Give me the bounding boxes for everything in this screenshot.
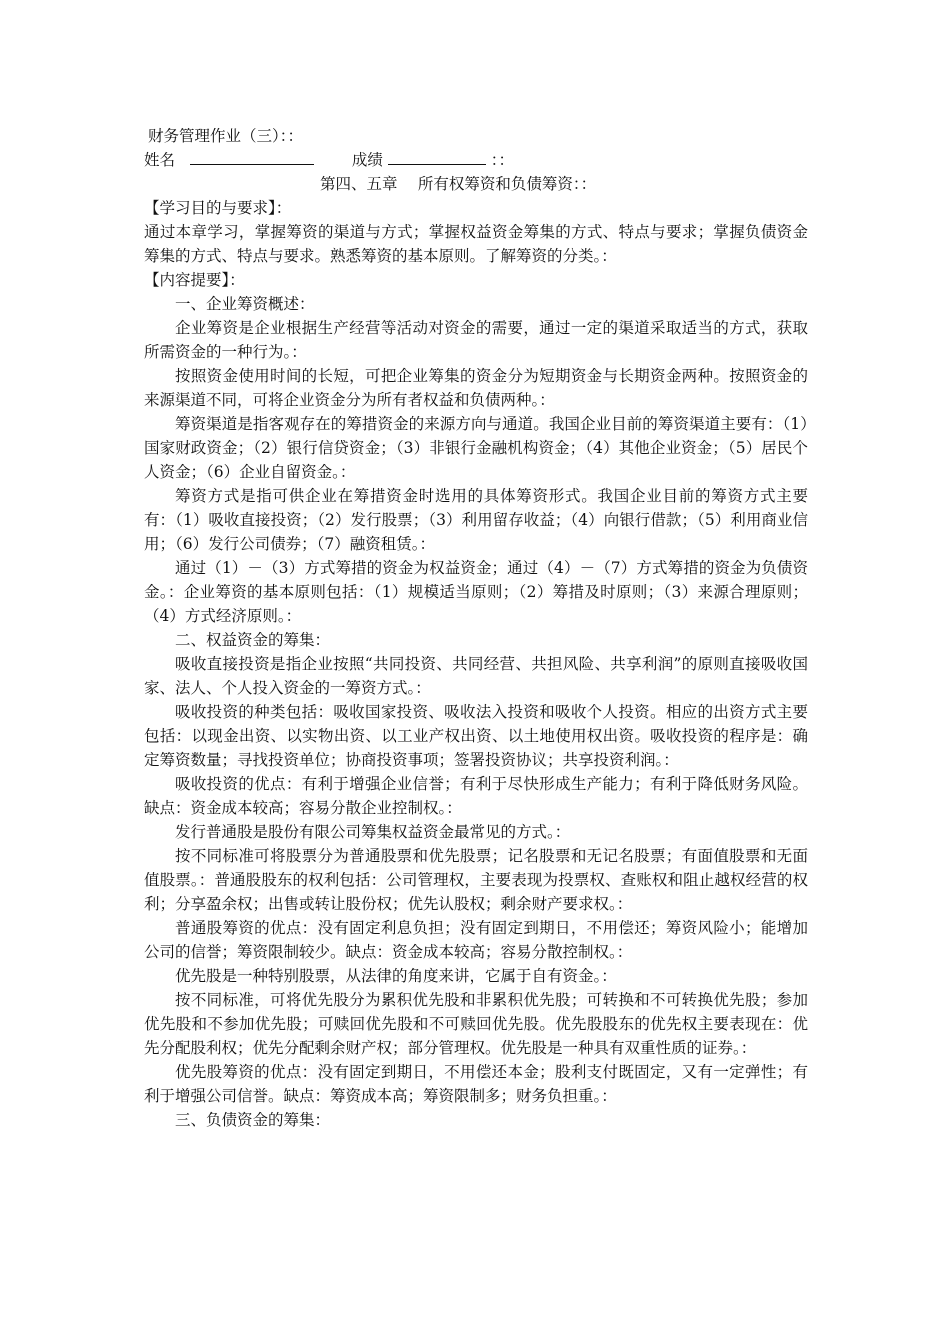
paragraph: 按照资金使用时间的长短，可把企业筹集的资金分为短期资金与长期资金两种。按照资金的来源渠道不同，可将企业资金分为所有者权益和负债两种。： — [144, 367, 808, 409]
paragraph: 吸收投资的种类包括：吸收国家投资、吸收法入投资和吸收个人投资。相应的出资方式主要包括：以现金出资、以实物出资、以工业产权出资、以土地使用权出资。吸收投资的程序是：确定筹资数量；寻找投资单位；协商投资事项；签署投资协议；共享投资利润。： — [144, 703, 808, 769]
document-body — [144, 196, 808, 1132]
paragraph: 通过（1）－（3）方式筹措的资金为权益资金；通过（4）－（7）方式筹措的资金为负债资金。：企业筹资的基本原则包括：（1）规模适当原则；（2）筹措及时原则；（3）来源合理原则；（4）方式经济原则。： — [144, 559, 808, 625]
section-heading: 【内容提要】： — [144, 271, 245, 289]
paragraph: 通过本章学习，掌握筹资的渠道与方式；掌握权益资金筹集的方式、特点与要求；掌握负债资金筹集的方式、特点与要求。熟悉筹资的基本原则。了解筹资的分类。： — [144, 223, 808, 265]
score-suffix: ：： — [490, 151, 514, 169]
document-title: 财务管理作业（三）：： — [148, 127, 304, 145]
paragraph: 发行普通股是股份有限公司筹集权益资金最常见的方式。： — [175, 823, 571, 841]
paragraph: 普通股筹资的优点：没有固定利息负担；没有固定到期日，不用偿还；筹资风险小；能增加公司的信誉；筹资限制较少。缺点：资金成本较高；容易分散控制权。： — [144, 919, 808, 961]
paragraph: 吸收投资的优点：有利于增强企业信誉；有利于尽快形成生产能力；有利于降低财务风险。缺点：资金成本较高；容易分散企业控制权。： — [144, 775, 808, 817]
paragraph: 吸收直接投资是指企业按照“共同投资、共同经营、共担风险、共享利润”的原则直接吸收国家、法人、个人投入资金的一筹资方式。： — [144, 655, 808, 697]
score-field[interactable] — [388, 148, 486, 165]
paragraph: 一、企业筹资概述： — [175, 295, 315, 313]
section-heading: 【学习目的与要求】： — [144, 199, 292, 217]
paragraph: 筹资方式是指可供企业在筹措资金时选用的具体筹资形式。我国企业目前的筹资方式主要有：（1）吸收直接投资；（2）发行股票；（3）利用留存收益；（4）向银行借款；（5）利用商业信用；（6）发行公司债券；（7）融资租赁。： — [144, 487, 808, 553]
name-label: 姓名 — [144, 151, 176, 169]
paragraph: 三、负债资金的筹集： — [175, 1111, 331, 1129]
paragraph: 按不同标准可将股票分为普通股票和优先股票；记名股票和无记名股票；有面值股票和无面值股票。：普通股股东的权利包括：公司管理权，主要表现为投票权、查账权和阻止越权经营的权利；分享盈余权；出售或转让股份权；优先认股权；剩余财产要求权。： — [144, 847, 808, 913]
paragraph: 优先股是一种特别股票，从法律的角度来讲，它属于自有资金。： — [175, 967, 617, 985]
chapter-heading: 第四、五章 所有权筹资和负债筹资：： — [320, 175, 597, 193]
paragraph: 按不同标准，可将优先股分为累积优先股和非累积优先股；可转换和不可转换优先股；参加优先股和不参加优先股；可赎回优先股和不可赎回优先股。优先股股东的优先权主要表现在：优先分配股利权；优先分配剩余财产权；部分管理权。优先股是一种具有双重性质的证券。： — [144, 991, 808, 1057]
score-label: 成绩 — [351, 151, 383, 169]
paragraph: 筹资渠道是指客观存在的筹措资金的来源方向与通道。我国企业目前的筹资渠道主要有：（1）国家财政资金；（2）银行信贷资金；（3）非银行金融机构资金；（4）其他企业资金；（5）居民个人资金；（6）企业自留资金。： — [144, 415, 808, 481]
paragraph: 企业筹资是企业根据生产经营等活动对资金的需要，通过一定的渠道采取适当的方式，获取所需资金的一种行为。： — [144, 319, 808, 361]
paragraph: 优先股筹资的优点：没有固定到期日，不用偿还本金；股利支付既固定，又有一定弹性；有利于增强公司信誉。缺点：筹资成本高；筹资限制多；财务负担重。： — [144, 1063, 808, 1105]
name-score-row — [144, 148, 808, 172]
name-field[interactable] — [190, 148, 314, 165]
document-page — [144, 124, 808, 1132]
paragraph: 二、权益资金的筹集： — [175, 631, 331, 649]
